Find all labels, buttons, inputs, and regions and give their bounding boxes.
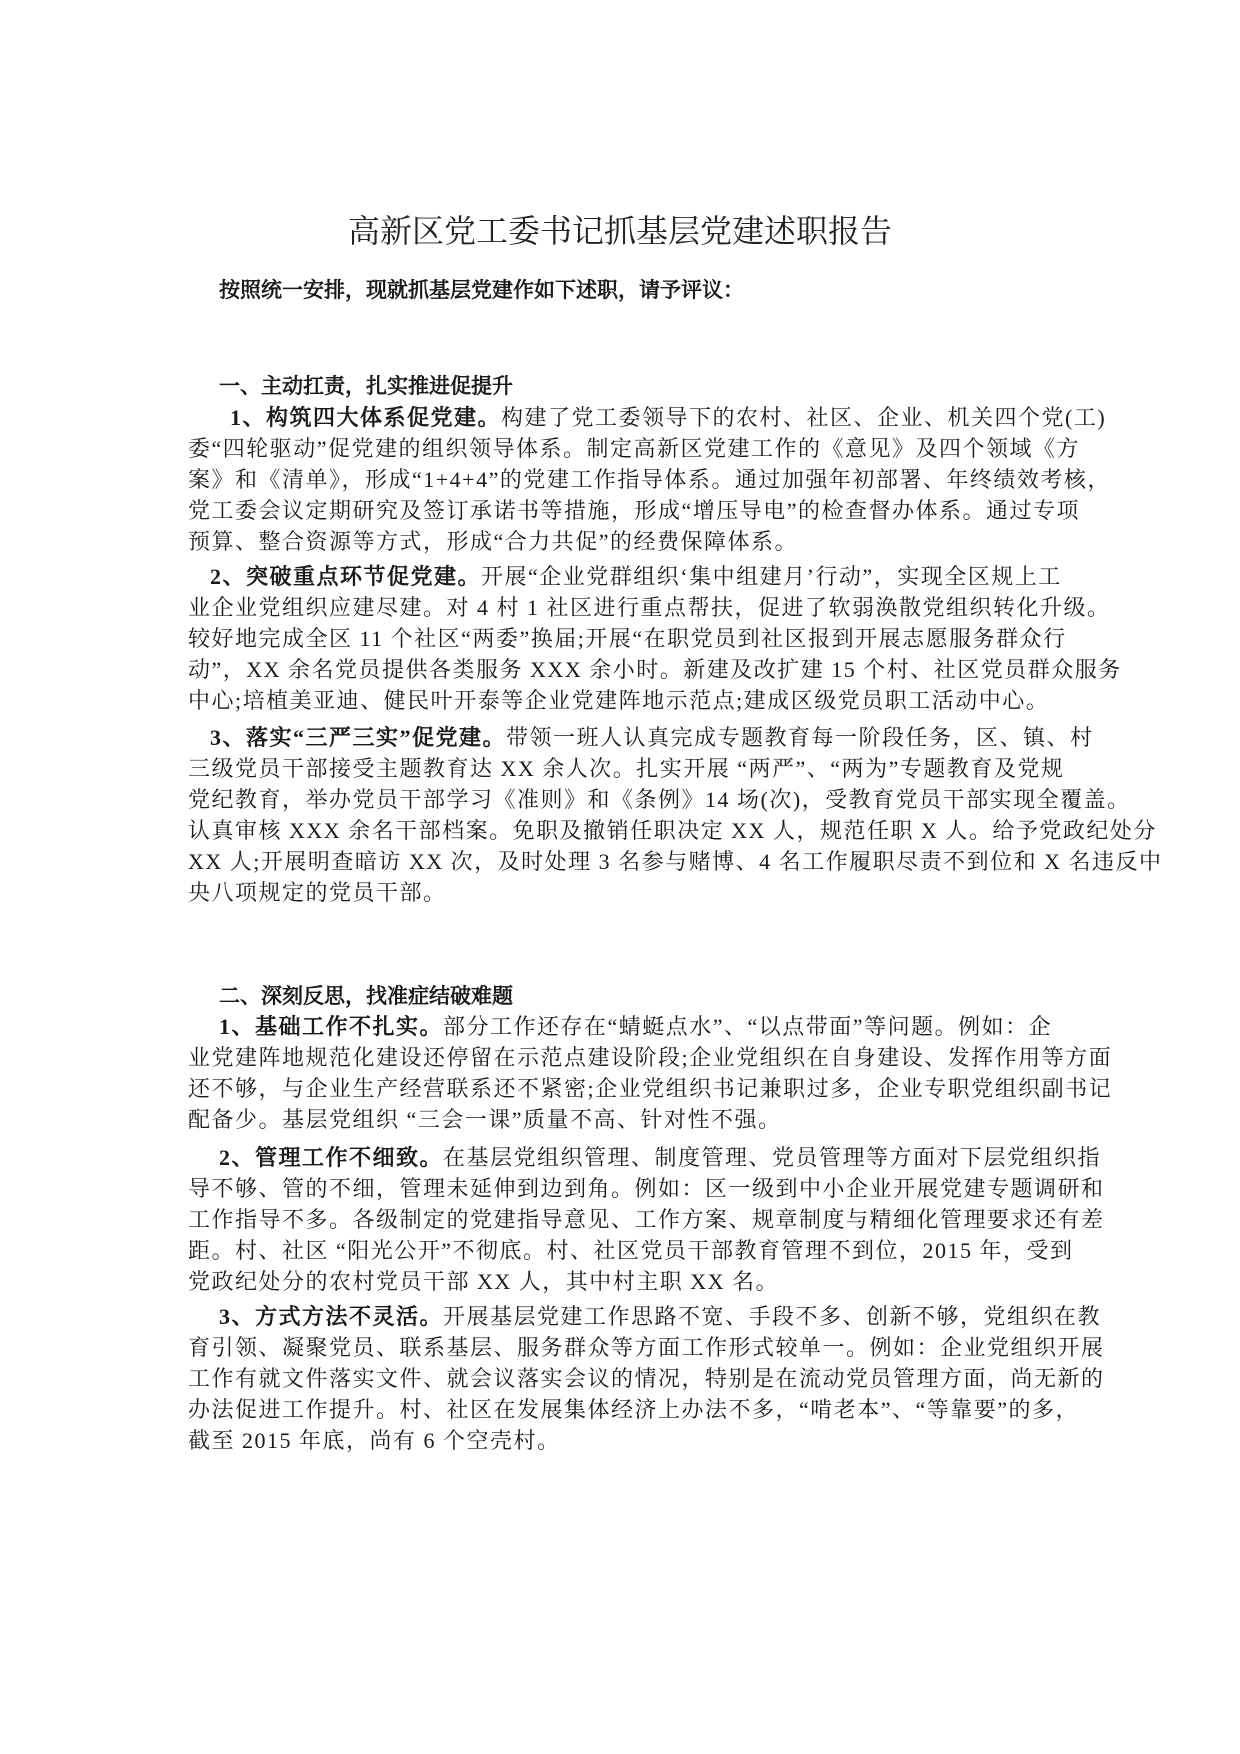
line: 育引领、凝聚党员、联系基层、服务群众等方面工作形式较单一。例如：企业党组织开展: [188, 1335, 1105, 1360]
line: 在基层党组织管理、制度管理、党员管理等方面对下层党组织指: [443, 1145, 1102, 1170]
line: 党纪教育，举办党员干部学习《准则》和《条例》14 场(次)，受教育党员干部实现全覆盖。: [188, 787, 1131, 812]
paragraph-lead: 3、落实“三严三实”促党建。: [210, 725, 507, 750]
line: 部分工作还存在“蜻蜓点水”、“以点带面”等问题。例如：企: [443, 1014, 1053, 1039]
line: 配备少。基层党组织 “三会一课”质量不高、针对性不强。: [188, 1107, 782, 1132]
line: 认真审核 XXX 余名干部档案。免职及撤销任职决定 XX 人，规范任职 X 人。给予党政纪处分: [188, 818, 1157, 843]
line: 工作指导不多。各级制定的党建指导意见、工作方案、规章制度与精细化管理要求还有差: [188, 1207, 1105, 1232]
paragraph: [188, 1142, 1105, 1297]
line: 办法促进工作提升。村、社区在发展集体经济上办法不多，“啃老本”、“等靠要”的多，: [188, 1397, 1080, 1422]
paragraph-lead: 2、突破重点环节促党建。: [210, 564, 482, 589]
paragraph-lead: 2、管理工作不细致。: [219, 1145, 444, 1170]
line: 截至 2015 年底，尚有 6 个空壳村。: [188, 1428, 561, 1453]
line: 导不够、管的不细，管理未延伸到边到角。例如：区一级到中小企业开展党建专题调研和: [188, 1176, 1105, 1201]
line: XX 人;开展明查暗访 XX 次，及时处理 3 名参与赌博、4 名工作履职尽责不到位和 X 名违反中: [188, 849, 1163, 874]
line: 案》和《清单》，形成“1+4+4”的党建工作指导体系。通过加强年初部署、年终绩效考核，: [188, 467, 1111, 492]
line: 较好地完成全区 11 个社区“两委”换届;开展“在职党员到社区报到开展志愿服务群众行: [188, 626, 1067, 651]
line: 开展基层党建工作思路不宽、手段不多、创新不够，党组织在教: [443, 1304, 1102, 1329]
line: 还不够，与企业生产经营联系还不紧密;企业党组织书记兼职过多，企业专职党组织副书记: [188, 1076, 1113, 1101]
line: 工作有就文件落实文件、就会议落实会议的情况，特别是在流动党员管理方面，尚无新的: [188, 1366, 1105, 1391]
line: 预算、整合资源等方式，形成“合力共促”的经费保障体系。: [188, 529, 799, 554]
line: 央八项规定的党员干部。: [188, 880, 447, 905]
line: 构建了党工委领导下的农村、社区、企业、机关四个党(工): [501, 405, 1107, 430]
line: 三级党员干部接受主题教育达 XX 余人次。扎实开展 “两严”、“两为”专题教育及党规: [188, 756, 1065, 781]
line: 动”，XX 余名党员提供各类服务 XXX 余小时。新建及改扩建 15 个村、社区党员群众服务: [188, 657, 1122, 682]
paragraph: [188, 402, 1111, 557]
section-heading-2: 二、深刻反思，找准症结破难题: [219, 984, 513, 1008]
section-heading-1: 一、主动扛责，扎实推进促提升: [219, 374, 513, 398]
line: 党工委会议定期研究及签订承诺书等措施，形成“增压导电”的检查督办体系。通过专项: [188, 498, 1081, 523]
paragraph-lead: 1、基础工作不扎实。: [219, 1014, 444, 1039]
paragraph: [188, 1301, 1105, 1456]
paragraph: [188, 561, 1122, 716]
line: 业党建阵地规范化建设还停留在示范点建设阶段;企业党组织在自身建设、发挥作用等方面: [188, 1045, 1113, 1070]
paragraph-lead: 1、构筑四大体系促党建。: [230, 405, 502, 430]
line: 中心;培植美亚迪、健民叶开泰等企业党建阵地示范点;建成区级党员职工活动中心。: [188, 688, 1050, 713]
line: 党政纪处分的农村党员干部 XX 人，其中村主职 XX 名。: [188, 1269, 780, 1294]
line: 距。村、社区 “阳光公开”不彻底。村、社区党员干部教育管理不到位，2015 年，受到: [188, 1238, 1074, 1263]
paragraph-lead: 3、方式方法不灵活。: [219, 1304, 444, 1329]
paragraph: [188, 722, 1163, 908]
document-title: 高新区党工委书记抓基层党建述职报告: [347, 213, 892, 249]
line: 开展“企业党群组织‘集中组建月’行动”，实现全区规上工: [481, 564, 1062, 589]
line: 带领一班人认真完成专题教育每一阶段任务，区、镇、村: [506, 725, 1094, 750]
line: 委“四轮驱动”促党建的组织领导体系。制定高新区党建工作的《意见》及四个领域《方: [188, 436, 1081, 461]
line: 业企业党组织应建尽建。对 4 村 1 社区进行重点帮扶，促进了软弱涣散党组织转化升级。: [188, 595, 1111, 620]
paragraph: [188, 1011, 1113, 1135]
intro-text: 按照统一安排，现就抓基层党建作如下述职，请予评议：: [219, 278, 744, 302]
